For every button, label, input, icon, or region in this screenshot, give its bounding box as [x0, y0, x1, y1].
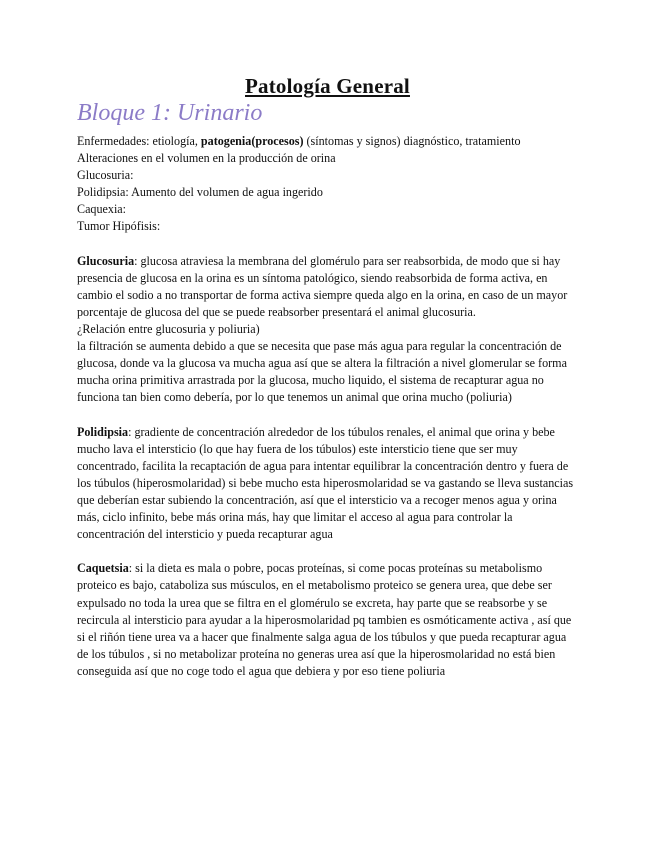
section-heading: Bloque 1: Urinario [77, 100, 263, 126]
glucosuria-term: Glucosuria [77, 253, 135, 268]
document-title: Patología General [245, 74, 410, 98]
intro-line: Tumor Hipófisis: [77, 219, 161, 234]
bold-term: patogenia(procesos) [200, 134, 304, 148]
intro-line: Caquexia: [77, 202, 127, 217]
intro-line: Enfermedades: etiología, patogenia(procesos) (síntomas y signos) diagnóstico, tratamiento [77, 134, 521, 148]
document-body [77, 133, 580, 680]
glucosuria-question: ¿Relación entre glucosuria y poliuria) [77, 322, 260, 337]
intro-line: Glucosuria: [77, 168, 134, 183]
polidipsia-term: Polidipsia [77, 424, 129, 439]
intro-line: Polidipsia: Aumento del volumen de agua ingerido [77, 185, 323, 200]
intro-line: Alteraciones en el volumen en la producción de orina [77, 151, 336, 166]
caquetsia-term: Caquetsia [77, 561, 129, 576]
caquetsia-paragraph: Caquetsia: si la dieta es mala o pobre, pocas proteínas, si come pocas proteínas su metabolismo proteico es bajo, cataboliza sus músculos, en el metabolismo proteico se genera urea, que debe ser expulsado no toda la urea que se filtra en el glomérulo se excreta, hay parte que se reabsorbe y se recircula al intersticio para ayudar a la hiperosmolaridad pq tambien es osmóticamente activa , así que si el riñón tiene urea va a hacer que finalmente salga agua de los túbulos y que pueda recapturar agua de los túbulos , si no metabolizar proteína no generas urea así que la hiperosmolaridad no está bien conseguida así que no coge todo el agua que debiera y por eso tiene poliuria [77, 561, 572, 678]
polidipsia-paragraph: Polidipsia: gradiente de concentración alrededor de los túbulos renales, el animal que orina y bebe mucho lava el intersticio (lo que hay fuera de los túbulos) este intersticio tiene que ser muy concentrado, facilita la recaptación de agua para intentar equilibrar la concentración dentro y fuera de los túbulos (hiperosmolaridad) si bebe mucho esta hiperosmolaridad se va gastando se lleva sustancias que deberían estar subiendo la concentración, así que el intersticio va a recoger menos agua y orina más, ciclo infinito, bebe más orina más, hay que limitar el acceso al agua para controlar la concentración del intersticio y pueda recapturar agua [77, 424, 574, 542]
glucosuria-answer: la filtración se aumenta debido a que se necesita que pase más agua para regular la concentración de glucosa, donde va la glucosa va mucha agua así que se altera la filtración a nivel glomerular se forma mucha orina primitiva arrastrada por la glucosa, mucho liquido, el sistema de recapturar agua no funciona tan bien como debería, por lo que tenemos un animal que orina mucho (poliuria) [77, 339, 567, 405]
glucosuria-paragraph: Glucosuria: glucosa atraviesa la membrana del glomérulo para ser reabsorbida, de modo que si hay presencia de glucosa en la orina es un síntoma patológico, siendo reabsorbida de forma activa, en cambio el sodio a no transportar de forma activa siempre queda algo en la orina, en caso de un mayor porcentaje de glucosa del que se puede reabsorber presentará el animal glucosuria. [77, 253, 568, 319]
